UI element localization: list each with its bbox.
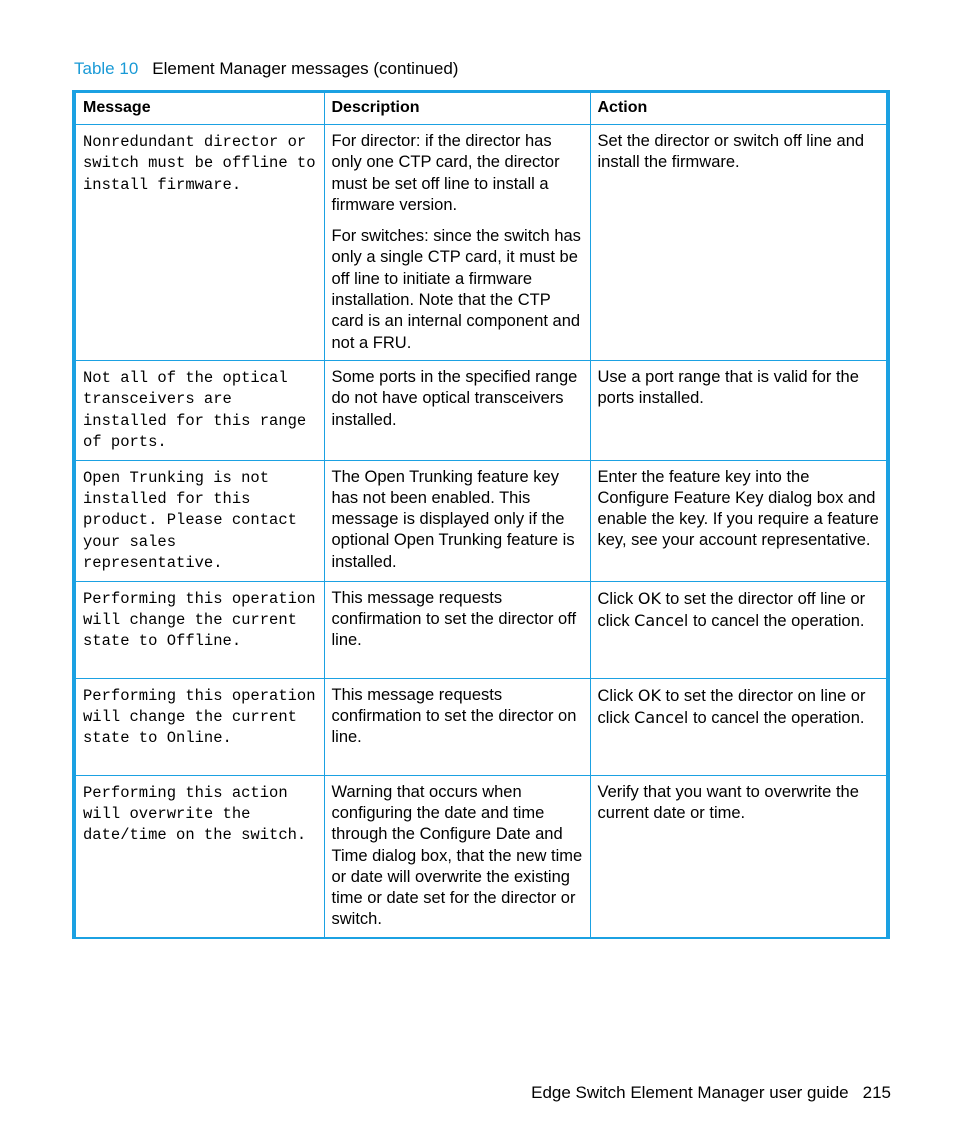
action-cell: Use a port range that is valid for the ports installed.	[590, 360, 886, 460]
description-cell	[324, 125, 590, 361]
action-cell: Verify that you want to overwrite the current date or time.	[590, 775, 886, 937]
table-row	[76, 678, 886, 775]
description-cell: Warning that occurs when configuring the date and time through the Configure Date and Time dialog box, that the new time or date will overwrite the existing time or date set for the director or switch.	[324, 775, 590, 937]
action-text: to cancel the operation.	[688, 611, 865, 630]
action-text: Click	[597, 589, 638, 608]
ok-button-label: OK	[637, 588, 661, 608]
document-title: Edge Switch Element Manager user guide	[531, 1083, 849, 1102]
message-cell: Performing this operation will change the current state to Online.	[76, 678, 324, 775]
messages-table	[72, 90, 890, 939]
table-row	[76, 775, 886, 937]
action-cell: Set the director or switch off line and install the firmware.	[590, 125, 886, 361]
message-cell: Performing this action will overwrite the date/time on the switch.	[76, 775, 324, 937]
table-row	[76, 125, 886, 361]
table-caption	[74, 58, 458, 80]
message-cell: Performing this operation will change the current state to Offline.	[76, 581, 324, 678]
description-paragraph: For switches: since the switch has only a single CTP card, it must be off line to initiate a firmware installation. Note that the CTP card is an internal component and not a FRU.	[331, 227, 581, 352]
table-number: Table 10	[74, 59, 139, 78]
message-cell: Nonredundant director or switch must be offline to install firmware.	[76, 125, 324, 361]
page-number: 215	[862, 1083, 891, 1102]
action-cell	[590, 678, 886, 775]
description-cell: This message requests confirmation to set the director on line.	[324, 678, 590, 775]
action-cell	[590, 581, 886, 678]
cancel-button-label: Cancel	[634, 610, 689, 630]
description-cell: Some ports in the specified range do not have optical transceivers installed.	[324, 360, 590, 460]
table-row	[76, 581, 886, 678]
cancel-button-label: Cancel	[634, 707, 689, 727]
table-row	[76, 460, 886, 581]
message-cell: Open Trunking is not installed for this product. Please contact your sales representative.	[76, 460, 324, 581]
table-header-row	[76, 93, 886, 125]
message-cell: Not all of the optical transceivers are installed for this range of ports.	[76, 360, 324, 460]
header-action: Action	[590, 93, 886, 125]
action-text: Click	[597, 686, 638, 705]
table-title: Element Manager messages (continued)	[152, 59, 459, 78]
description-cell: The Open Trunking feature key has not been enabled. This message is displayed only if the optional Open Trunking feature is installed.	[324, 460, 590, 581]
ok-button-label: OK	[637, 685, 661, 705]
action-text: to cancel the operation.	[688, 708, 865, 727]
description-paragraph: For director: if the director has only one CTP card, the director must be set off line to install a firmware version.	[331, 132, 560, 214]
page-footer	[531, 1082, 891, 1104]
description-cell: This message requests confirmation to set the director off line.	[324, 581, 590, 678]
action-text: to set the director off line or click	[597, 589, 866, 630]
table-row	[76, 360, 886, 460]
action-cell: Enter the feature key into the Configure Feature Key dialog box and enable the key. If you require a feature key, see your account representative.	[590, 460, 886, 581]
action-text: to set the director on line or click	[597, 686, 866, 727]
header-message: Message	[76, 93, 324, 125]
header-description: Description	[324, 93, 590, 125]
